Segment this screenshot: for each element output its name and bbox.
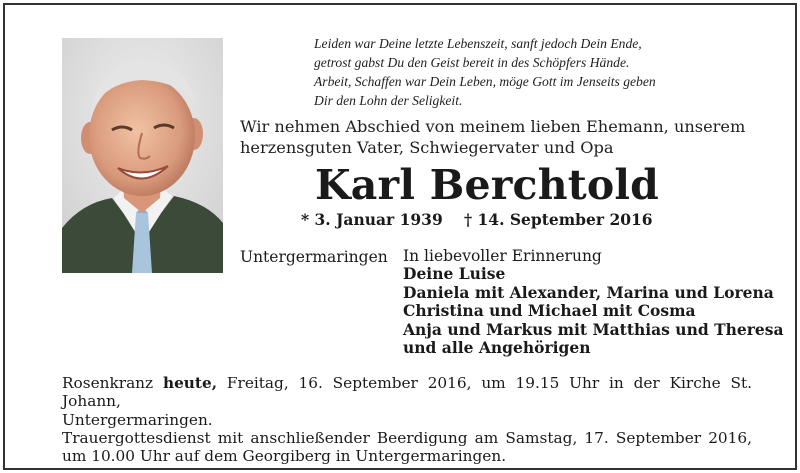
mourner-entry: Anja und Markus mit Matthias und Theresa — [403, 319, 784, 339]
mourner-entry: Daniela mit Alexander, Marina und Lorena — [403, 282, 774, 302]
service-announcements — [62, 374, 752, 465]
portrait-photo — [62, 38, 223, 273]
poem — [314, 34, 784, 110]
rosary-label: Rosenkranz — [62, 374, 154, 392]
rosary-today: heute, — [162, 374, 218, 392]
death-date: † 14. September 2016 — [464, 210, 653, 229]
mourners-heading: In liebevoller Erinnerung — [403, 247, 602, 265]
mourners-list — [403, 247, 793, 357]
poem-line: Arbeit, Schaffen war Dein Leben, möge Gott im Jenseits geben — [314, 74, 656, 89]
place-of-residence: Untergermaringen — [240, 248, 388, 266]
intro-line: Wir nehmen Abschied von meinem lieben Ehemann, unserem — [240, 117, 746, 136]
mourner-entry: Deine Luise — [403, 264, 506, 284]
funeral-announcement: Trauergottesdienst mit anschließender Beerdigung am Samstag, 17. September 2016, — [62, 428, 752, 447]
rosary-location: Untergermaringen. — [62, 410, 213, 429]
deceased-name: Karl Berchtold — [314, 161, 660, 209]
funeral-location: um 10.00 Uhr auf dem Georgiberg in Untergermaringen. — [62, 447, 507, 466]
mourner-entry: und alle Angehörigen — [403, 338, 591, 358]
rosary-announcement — [62, 374, 752, 411]
birth-date: * 3. Januar 1939 — [301, 210, 443, 229]
rosary-details: Freitag, 16. September 2016, um 19.15 Uhr in der Kirche St. Johann, — [62, 374, 753, 411]
poem-line: Leiden war Deine letzte Lebenszeit, sanft jedoch Dein Ende, — [314, 36, 642, 51]
mourner-entry: Christina und Michael mit Cosma — [403, 301, 696, 321]
intro-line: herzensguten Vater, Schwiegervater und Opa — [240, 138, 614, 157]
poem-line: Dir den Lohn der Seligkeit. — [314, 93, 463, 108]
intro-text — [240, 116, 785, 158]
poem-line: getrost gabst Du den Geist bereit in des Schöpfers Hände. — [314, 55, 630, 70]
